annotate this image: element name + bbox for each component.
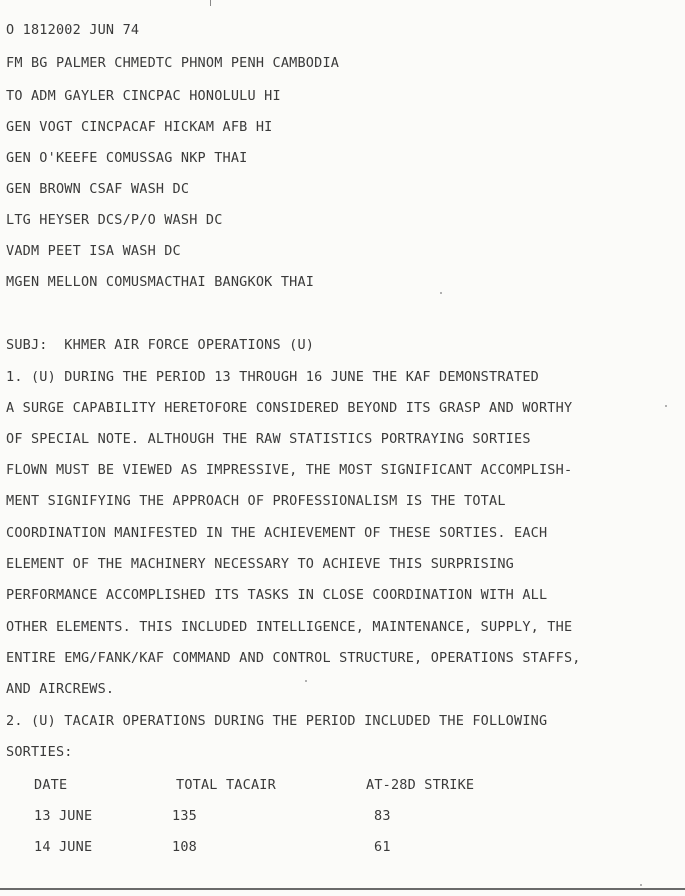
paragraph-1-line: 1. (U) DURING THE PERIOD 13 THROUGH 16 JUNE THE KAF DEMONSTRATED — [6, 369, 539, 385]
table-cell-date: 13 JUNE — [34, 808, 93, 824]
addressee-line: GEN BROWN CSAF WASH DC — [6, 181, 190, 197]
addressee-line: MGEN MELLON COMUSMACTHAI BANGKOK THAI — [6, 274, 315, 290]
paragraph-1-line: A SURGE CAPABILITY HERETOFORE CONSIDERED BEYOND ITS GRASP AND WORTHY — [6, 400, 573, 416]
table-cell-at28d-strike: 61 — [374, 839, 391, 855]
paragraph-1-line: COORDINATION MANIFESTED IN THE ACHIEVEMENT OF THESE SORTIES. EACH — [6, 525, 548, 541]
scan-speck — [665, 405, 667, 407]
addressee-line: TO ADM GAYLER CINCPAC HONOLULU HI — [6, 88, 281, 104]
paragraph-1-line: FLOWN MUST BE VIEWED AS IMPRESSIVE, THE MOST SIGNIFICANT ACCOMPLISH- — [6, 462, 573, 478]
paragraph-1-line: MENT SIGNIFYING THE APPROACH OF PROFESSIONALISM IS THE TOTAL — [6, 493, 506, 509]
table-cell-at28d-strike: 83 — [374, 808, 391, 824]
from-line: FM BG PALMER CHMEDTC PHNOM PENH CAMBODIA — [6, 55, 340, 71]
addressee-line: LTG HEYSER DCS/P/O WASH DC — [6, 212, 223, 228]
paragraph-1-line: ELEMENT OF THE MACHINERY NECESSARY TO ACHIEVE THIS SURPRISING — [6, 556, 514, 572]
table-header-date: DATE — [34, 777, 68, 793]
scan-speck — [440, 292, 442, 294]
paragraph-1-line: OF SPECIAL NOTE. ALTHOUGH THE RAW STATISTICS PORTRAYING SORTIES — [6, 431, 531, 447]
table-header-at28d-strike: AT-28D STRIKE — [366, 777, 475, 793]
table-cell-total-tacair: 135 — [172, 808, 197, 824]
table-header-total-tacair: TOTAL TACAIR — [176, 777, 276, 793]
addressee-line: GEN VOGT CINCPACAF HICKAM AFB HI — [6, 119, 273, 135]
table-cell-date: 14 JUNE — [34, 839, 93, 855]
paragraph-1-line: PERFORMANCE ACCOMPLISHED ITS TASKS IN CLOSE COORDINATION WITH ALL — [6, 587, 548, 603]
page-bottom-edge — [0, 888, 685, 890]
scan-speck — [305, 680, 307, 682]
paragraph-2-line: SORTIES: — [6, 744, 73, 760]
paragraph-1-line: OTHER ELEMENTS. THIS INCLUDED INTELLIGENCE, MAINTENANCE, SUPPLY, THE — [6, 619, 573, 635]
date-time-group: O 1812002 JUN 74 — [6, 22, 140, 38]
paragraph-2-line: 2. (U) TACAIR OPERATIONS DURING THE PERIOD INCLUDED THE FOLLOWING — [6, 713, 548, 729]
scan-speck — [640, 884, 642, 886]
addressee-line: GEN O'KEEFE COMUSSAG NKP THAI — [6, 150, 248, 166]
paragraph-1-line: ENTIRE EMG/FANK/KAF COMMAND AND CONTROL STRUCTURE, OPERATIONS STAFFS, — [6, 650, 581, 666]
table-cell-total-tacair: 108 — [172, 839, 197, 855]
paragraph-1-line: AND AIRCREWS. — [6, 681, 115, 697]
addressee-line: VADM PEET ISA WASH DC — [6, 243, 181, 259]
subject-line: SUBJ: KHMER AIR FORCE OPERATIONS (U) — [6, 337, 315, 353]
top-edge-mark — [210, 0, 211, 6]
